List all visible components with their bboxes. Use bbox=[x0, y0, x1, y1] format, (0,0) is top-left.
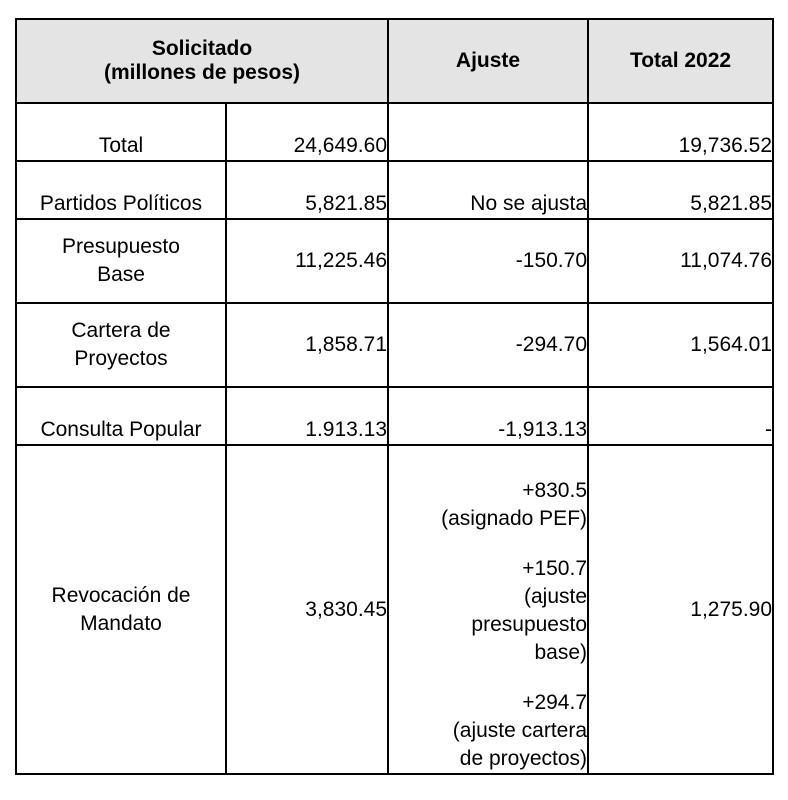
row-label-line: Presupuesto bbox=[62, 235, 180, 258]
row-label bbox=[16, 219, 226, 303]
row-label-line: Partidos Políticos bbox=[39, 192, 203, 215]
table-row bbox=[16, 103, 773, 161]
row-ajuste: No se ajusta bbox=[388, 161, 588, 219]
ajuste-note-line: +294.7 bbox=[522, 691, 588, 714]
row-label-line: Cartera de bbox=[71, 319, 171, 342]
row-total: 11,074.76 bbox=[588, 219, 773, 303]
row-solicitado: 1.913.13 bbox=[226, 387, 388, 445]
budget-table bbox=[15, 18, 774, 775]
row-ajuste: -150.70 bbox=[388, 219, 588, 303]
row-label bbox=[16, 303, 226, 387]
row-solicitado: 1,858.71 bbox=[226, 303, 388, 387]
ajuste-note-line: +830.5 bbox=[522, 479, 588, 502]
ajuste-note-line: +150.7 bbox=[522, 557, 588, 580]
row-solicitado: 3,830.45 bbox=[226, 445, 388, 774]
header-solicitado-line2: (millones de pesos) bbox=[103, 61, 301, 84]
row-label-line: Mandato bbox=[80, 611, 162, 635]
ajuste-note-line: (asignado PEF) bbox=[441, 507, 588, 530]
ajuste-note bbox=[389, 477, 587, 533]
row-label bbox=[16, 387, 226, 445]
row-ajuste: -294.70 bbox=[388, 303, 588, 387]
row-label-line: Revocación de bbox=[51, 583, 191, 607]
header-row bbox=[16, 19, 773, 103]
ajuste-note-line: (ajuste cartera bbox=[452, 719, 588, 742]
table-row bbox=[16, 445, 773, 774]
row-solicitado: 24,649.60 bbox=[226, 103, 388, 161]
row-ajuste bbox=[388, 103, 588, 161]
ajuste-note-line: presupuesto bbox=[471, 613, 588, 636]
row-solicitado: 5,821.85 bbox=[226, 161, 388, 219]
ajuste-note-line: (ajuste bbox=[523, 585, 588, 608]
row-label-line: Total bbox=[98, 134, 144, 157]
header-solicitado bbox=[16, 19, 388, 103]
table-row bbox=[16, 161, 773, 219]
row-total: - bbox=[588, 387, 773, 445]
ajuste-note-line: base) bbox=[534, 641, 588, 664]
header-ajuste: Ajuste bbox=[388, 19, 588, 103]
row-total: 19,736.52 bbox=[588, 103, 773, 161]
row-label-line: Proyectos bbox=[74, 347, 168, 370]
row-label-line: Consulta Popular bbox=[40, 418, 202, 441]
ajuste-note-line: de proyectos) bbox=[459, 747, 588, 770]
row-label bbox=[16, 161, 226, 219]
row-solicitado: 11,225.46 bbox=[226, 219, 388, 303]
row-total: 1,564.01 bbox=[588, 303, 773, 387]
ajuste-note bbox=[389, 555, 587, 667]
row-ajuste: -1,913.13 bbox=[388, 387, 588, 445]
row-label bbox=[16, 445, 226, 774]
header-solicitado-line1: Solicitado bbox=[151, 37, 253, 60]
header-total: Total 2022 bbox=[588, 19, 773, 103]
row-ajuste-notes bbox=[388, 445, 588, 774]
row-total: 5,821.85 bbox=[588, 161, 773, 219]
table-row bbox=[16, 219, 773, 303]
table-row bbox=[16, 303, 773, 387]
row-label bbox=[16, 103, 226, 161]
ajuste-notes bbox=[389, 477, 587, 773]
row-total: 1,275.90 bbox=[588, 445, 773, 774]
ajuste-note bbox=[389, 689, 587, 773]
table-row bbox=[16, 387, 773, 445]
row-label-line: Base bbox=[97, 263, 145, 286]
